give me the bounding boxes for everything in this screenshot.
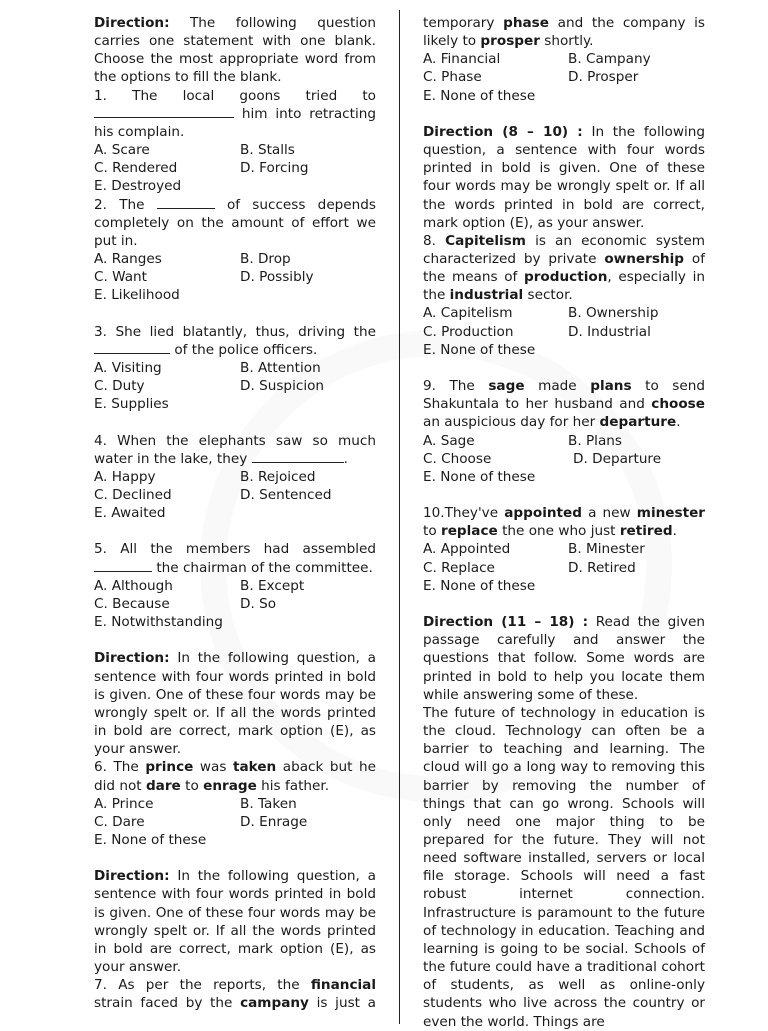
direction-1 <box>94 14 376 87</box>
question-text: an auspicious day for her <box>423 414 596 431</box>
fill-blank <box>94 559 152 572</box>
bold-word: taken <box>232 759 277 776</box>
question-text: is just a <box>316 995 377 1012</box>
option: A. Visiting <box>94 359 162 376</box>
option: A. Happy <box>94 468 156 485</box>
option: A. Financial <box>423 51 501 68</box>
bold-word: enrage <box>203 777 257 794</box>
direction-label: Direction: <box>94 650 170 667</box>
option: B. Plans <box>568 432 622 449</box>
bold-word: appointed <box>504 505 582 522</box>
direction-label: Direction: <box>94 868 170 885</box>
options-q3 <box>94 359 376 413</box>
option: C. Duty <box>94 378 145 395</box>
option: C. Production <box>423 323 514 340</box>
bold-word: choose <box>651 396 705 413</box>
question-6 <box>94 758 376 794</box>
option: E. Awaited <box>94 505 166 522</box>
question-text: the one who just <box>502 523 616 540</box>
option: E. None of these <box>423 87 536 104</box>
question-2 <box>94 196 376 250</box>
bold-word: replace <box>440 523 498 540</box>
question-text: aback but he did not <box>94 759 376 794</box>
bold-word: campany <box>240 995 309 1012</box>
question-text: 2. The <box>94 196 145 213</box>
options-q8 <box>423 304 705 358</box>
option: C. Phase <box>423 69 482 86</box>
question-5 <box>94 540 376 576</box>
question-text: 9. The <box>423 378 475 395</box>
option: A. Scare <box>94 142 150 159</box>
option: A. Capitelism <box>423 305 513 322</box>
option: E. Likelihood <box>94 287 180 304</box>
option: A. Appointed <box>423 541 511 558</box>
bold-word: plans <box>590 378 632 395</box>
option: D. Sentenced <box>240 487 332 504</box>
question-text: a new <box>588 505 631 522</box>
bold-word: sage <box>488 378 525 395</box>
bold-word: dare <box>145 777 181 794</box>
option: D. So <box>240 595 277 612</box>
option: A. Although <box>94 577 173 594</box>
question-text: was <box>199 759 227 776</box>
passage-text: The future of technology in education is the cloud. Technology can often be a barrier to teaching and learning. The cloud will go a long way to removing this barrier by removing the number of things that can go wrong. Schools will only need one major thing to be prepared for the future. They will not need software installed, servers or local file storage. Schools will need a fast robust internet connection. Infrastructure is paramount to the future of technology in education. Teaching and learning is going to be social. Schools of the future could have a traditional cohort of students, as well as online-only students who live across the country or even the world. Things are <box>423 704 705 1030</box>
left-column <box>94 14 376 1024</box>
option: B. Attention <box>240 359 321 376</box>
question-text: of success depends completely on the amount of effort we put in. <box>94 196 376 249</box>
question-text: his father. <box>261 777 330 794</box>
question-text: 8. <box>423 232 436 249</box>
option: D. Retired <box>568 559 636 576</box>
option: B. Except <box>240 577 305 594</box>
question-text: 5. All the members had assembled <box>94 541 376 558</box>
bold-word: departure <box>599 414 677 431</box>
option: C. Choose <box>423 450 492 467</box>
question-text: 7. As per the reports, the <box>94 977 300 994</box>
fill-blank <box>252 450 344 463</box>
bold-word: phase <box>503 15 549 31</box>
option: D. Industrial <box>568 323 651 340</box>
question-text: . <box>676 414 681 431</box>
option: E. None of these <box>423 341 536 358</box>
question-1 <box>94 87 376 123</box>
question-text: strain faced by the <box>94 995 233 1012</box>
option: E. Destroyed <box>94 178 182 195</box>
option: E. None of these <box>423 577 536 594</box>
bold-word: prince <box>145 759 194 776</box>
option: C. Dare <box>94 813 145 830</box>
right-column <box>423 14 706 1030</box>
option: E. Supplies <box>94 396 169 413</box>
option: A. Ranges <box>94 251 162 268</box>
question-text: to <box>185 777 199 794</box>
options-q5 <box>94 577 376 631</box>
option: D. Prosper <box>568 69 639 86</box>
question-10 <box>423 504 705 540</box>
direction-label: Direction (11 – 18) : <box>423 614 589 631</box>
direction-8-10 <box>423 123 705 232</box>
option: C. Declined <box>94 487 172 504</box>
option: B. Rejoiced <box>240 468 316 485</box>
question-text: temporary <box>423 15 495 31</box>
option: D. Forcing <box>240 160 309 177</box>
options-q1 <box>94 141 376 195</box>
fill-blank <box>94 341 170 354</box>
option: C. Replace <box>423 559 495 576</box>
question-text: and the company is likely to <box>423 15 705 50</box>
option: C. Rendered <box>94 160 178 177</box>
bold-word: industrial <box>449 287 524 304</box>
fill-blank <box>94 105 234 118</box>
question-text: him into retracting <box>241 105 377 122</box>
question-text: made <box>538 378 577 395</box>
question-9 <box>423 377 705 431</box>
option: C. Because <box>94 595 170 612</box>
direction-text: In the following question, a sentence with four words printed in bold is given. One of these four words may be wrongly spelt or. If all the words printed in bold are correct, mark option (E), as your answer. <box>94 650 376 758</box>
direction-label: Direction: <box>94 15 170 31</box>
direction-text: The following question carries one statement with one blank. Choose the most appropriate word from the options to fill the blank. <box>94 15 376 86</box>
question-text: is an economic system characterized by private <box>423 232 705 268</box>
bold-word: retired <box>619 523 673 540</box>
question-text: 10.They've <box>423 505 499 522</box>
bold-word: Capitelism <box>445 232 526 249</box>
option: A. Prince <box>94 795 154 812</box>
bold-word: production <box>523 269 608 286</box>
question-text: . <box>343 450 348 467</box>
option: E. Notwithstanding <box>94 614 223 631</box>
options-q10 <box>423 540 705 594</box>
options-q9 <box>423 432 705 486</box>
bold-word: minester <box>636 505 706 522</box>
question-text: the chairman of the committee. <box>156 559 373 576</box>
options-q6 <box>94 795 376 849</box>
question-4 <box>94 432 376 468</box>
option: E. None of these <box>94 831 207 848</box>
direction-3 <box>94 867 376 976</box>
options-q7 <box>423 50 705 104</box>
question-3 <box>94 323 376 359</box>
options-q4 <box>94 468 376 522</box>
bold-word: financial <box>310 977 376 994</box>
option: C. Want <box>94 269 147 286</box>
bold-word: prosper <box>480 33 540 50</box>
question-text: of the police officers. <box>174 341 318 358</box>
options-q2 <box>94 250 376 304</box>
question-text: to <box>423 523 437 540</box>
question-8 <box>423 232 705 305</box>
direction-2 <box>94 649 376 758</box>
question-text: 6. The <box>94 759 139 776</box>
direction-text: In the following question, a sentence with four words printed in bold is given. One of these four words may be wrongly spelt or. If all the words printed in bold are correct, mark option (E), as your answer. <box>423 123 705 231</box>
direction-text: In the following question, a sentence with four words printed in bold is given. One of these four words may be wrongly spelt or. If all the words printed in bold are correct, mark option (E), as your answer. <box>94 868 376 976</box>
option: B. Taken <box>240 795 297 812</box>
question-number: 1. <box>94 87 107 104</box>
question-text: of the means of <box>423 251 705 286</box>
option: B. Minester <box>568 541 645 558</box>
question-text: The local goons tried to <box>132 87 376 104</box>
question-7-continued <box>423 14 705 50</box>
direction-11-18 <box>423 613 705 704</box>
question-text: to send Shakuntala to her husband and <box>423 378 705 413</box>
option: D. Suspicion <box>240 378 325 395</box>
question-7 <box>94 976 376 1012</box>
question-text: . <box>672 523 677 540</box>
fill-blank <box>157 196 215 209</box>
option: B. Campany <box>568 51 651 68</box>
option: D. Departure <box>573 450 662 467</box>
column-divider <box>399 10 400 1024</box>
option: B. Stalls <box>240 142 295 159</box>
question-text: 3. She lied blatantly, thus, driving the <box>94 323 376 340</box>
question-text: 4. When the elephants saw so much water in the lake, they <box>94 432 376 467</box>
question-text: shortly. <box>544 33 594 50</box>
option: D. Possibly <box>240 269 314 286</box>
question-text: , especially in the <box>423 269 705 304</box>
direction-label: Direction (8 – 10) : <box>423 123 583 140</box>
direction-text: Read the given passage carefully and answer the questions that follow. Some words are printed in bold to help you locate them while answering some of these. <box>423 614 705 703</box>
option: E. None of these <box>423 468 536 485</box>
option: D. Enrage <box>240 813 308 830</box>
question-text: sector. <box>527 287 573 304</box>
option: B. Ownership <box>568 305 659 322</box>
bold-word: ownership <box>604 251 685 268</box>
question-1-tail: his complain. <box>94 123 185 140</box>
option: B. Drop <box>240 251 291 268</box>
option: A. Sage <box>423 432 475 449</box>
